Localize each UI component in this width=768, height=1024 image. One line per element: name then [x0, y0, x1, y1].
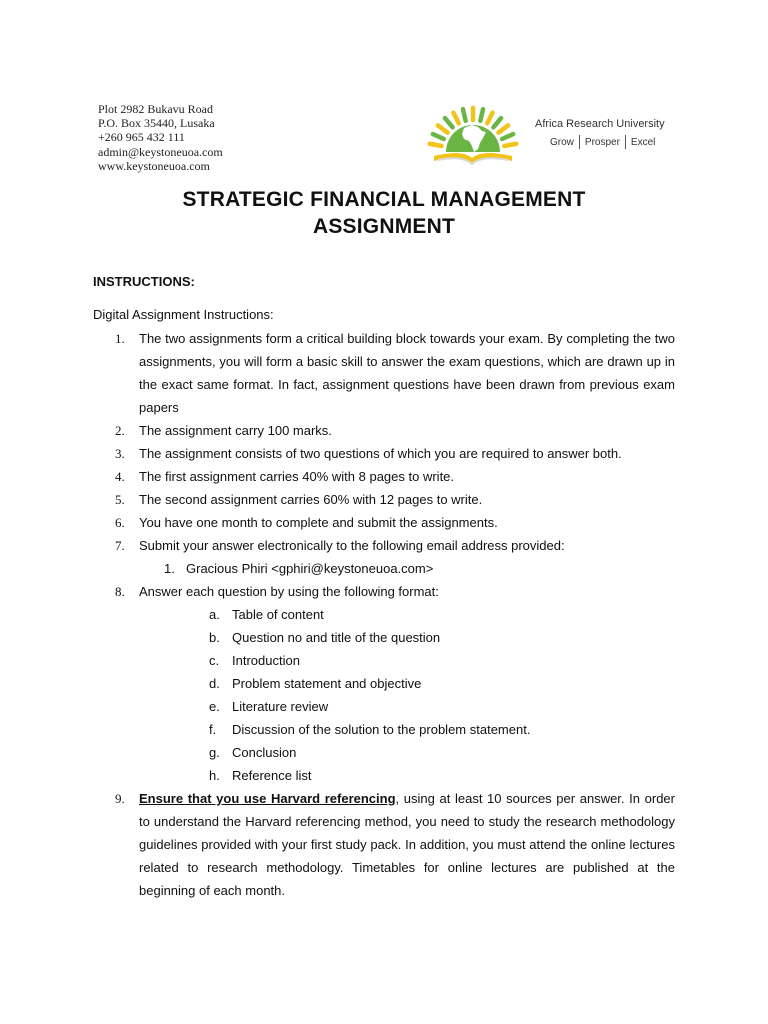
sun-ray — [480, 109, 483, 121]
instructions-subheading: Digital Assignment Instructions: — [93, 307, 274, 322]
sun-ray — [487, 113, 492, 124]
item-number: 3. — [115, 446, 125, 461]
tagline-word: Prosper — [584, 136, 620, 148]
tagline-separator — [625, 135, 626, 149]
format-text: Table of content — [232, 607, 324, 622]
format-item — [93, 764, 675, 787]
sun-ray — [502, 134, 513, 139]
format-text: Problem statement and objective — [232, 676, 422, 691]
format-item — [93, 649, 675, 672]
list-item — [93, 534, 675, 557]
format-text: Question no and title of the question — [232, 630, 441, 645]
item-text: Answer each question by using the following format: — [139, 584, 439, 599]
list-item-referencing — [93, 787, 675, 902]
format-text: Reference list — [232, 768, 312, 783]
format-text: Discussion of the solution to the problem statement. — [232, 722, 531, 737]
title-line-1: STRATEGIC FINANCIAL MANAGEMENT — [182, 188, 586, 211]
item-text: The first assignment carries 40% with 8 pages to write. — [139, 469, 455, 484]
format-item — [93, 695, 675, 718]
format-item — [93, 718, 675, 741]
contact-text: Gracious Phiri <gphiri@keystoneuoa.com> — [186, 561, 434, 576]
item-number: 7. — [115, 538, 125, 553]
list-item — [93, 327, 675, 419]
list-item — [93, 419, 675, 442]
item-text: The assignment carry 100 marks. — [139, 423, 332, 438]
harvard-emphasis: Ensure that you use Harvard referencing — [139, 791, 396, 806]
item-number: 2. — [115, 423, 125, 438]
item-number: 5. — [115, 492, 125, 507]
list-item — [93, 465, 675, 488]
list-item — [93, 511, 675, 534]
university-name: Africa Research University — [535, 118, 665, 130]
list-item — [93, 580, 675, 603]
format-letter: c. — [209, 653, 220, 668]
address-line: Plot 2982 Bukavu Road — [98, 102, 214, 116]
format-letter: f. — [209, 722, 217, 737]
africa-sun-logo-icon — [412, 94, 532, 174]
item-text: The second assignment carries 60% with 12 pages to write. — [139, 492, 483, 507]
sun-ray — [493, 118, 501, 127]
item-text: You have one month to complete and submit the assignments. — [139, 515, 498, 530]
format-text: Introduction — [232, 653, 300, 668]
address-website: www.keystoneuoa.com — [98, 158, 210, 173]
document-title — [0, 186, 768, 240]
sun-ray — [445, 118, 453, 127]
sun-ray — [430, 144, 442, 146]
format-item — [93, 603, 675, 626]
item-text: The two assignments form a critical building block towards your exam. By completing the two assignments, you will form a basic skill to answer the exam questions, which are drawn up in the exact same format. In fact, assignment questions have been drawn from previous exam papers — [139, 331, 675, 415]
university-logo — [412, 94, 682, 174]
address-line: P.O. Box 35440, Lusaka — [98, 116, 215, 131]
format-letter: a. — [209, 607, 220, 622]
list-item — [93, 442, 675, 465]
university-tagline — [550, 135, 655, 149]
item-text-rest: , using at least 10 sources per answer. In order to understand the Harvard referencing method, you need to study the research methodology guidelines provided with your first study pack. In addition, you must attend the online lectures related to research methodology. Timetables for online lectures are published at the beginning of each month. — [139, 791, 675, 898]
instructions-list — [93, 327, 675, 902]
item-number: 4. — [115, 469, 125, 484]
address-block — [98, 102, 223, 173]
item-text: Submit your answer electronically to the following email address provided: — [139, 538, 565, 553]
item-number: 6. — [115, 515, 125, 530]
tagline-word: Grow — [550, 136, 574, 148]
address-email: admin@keystoneuoa.com — [98, 144, 223, 159]
format-letter: b. — [209, 630, 220, 645]
format-text: Conclusion — [232, 745, 297, 760]
instructions-heading: INSTRUCTIONS: — [93, 274, 195, 289]
format-item — [93, 626, 675, 649]
format-letter: h. — [209, 768, 220, 783]
item-number: 1. — [115, 331, 125, 346]
format-letter: g. — [209, 745, 220, 760]
format-text: Literature review — [232, 699, 329, 714]
tagline-word: Excel — [630, 136, 656, 148]
item-number: 8. — [115, 584, 125, 599]
item-text — [139, 787, 675, 902]
format-item — [93, 741, 675, 764]
sun-ray — [433, 134, 444, 139]
sun-ray — [504, 144, 516, 146]
list-item — [93, 488, 675, 511]
tagline-separator — [579, 135, 580, 149]
item-number: 9. — [115, 791, 125, 806]
sun-ray — [498, 125, 508, 132]
sun-ray — [453, 113, 458, 124]
contact-number: 1. — [164, 561, 175, 576]
sun-ray — [438, 125, 448, 132]
contact-item — [93, 557, 675, 580]
item-text: The assignment consists of two questions of which you are required to answer both. — [139, 446, 622, 461]
sun-ray — [463, 109, 466, 121]
title-line-2: ASSIGNMENT — [312, 215, 455, 238]
format-letter: e. — [209, 699, 220, 714]
format-letter: d. — [209, 676, 220, 691]
address-line: +260 965 432 111 — [98, 130, 185, 145]
format-item — [93, 672, 675, 695]
